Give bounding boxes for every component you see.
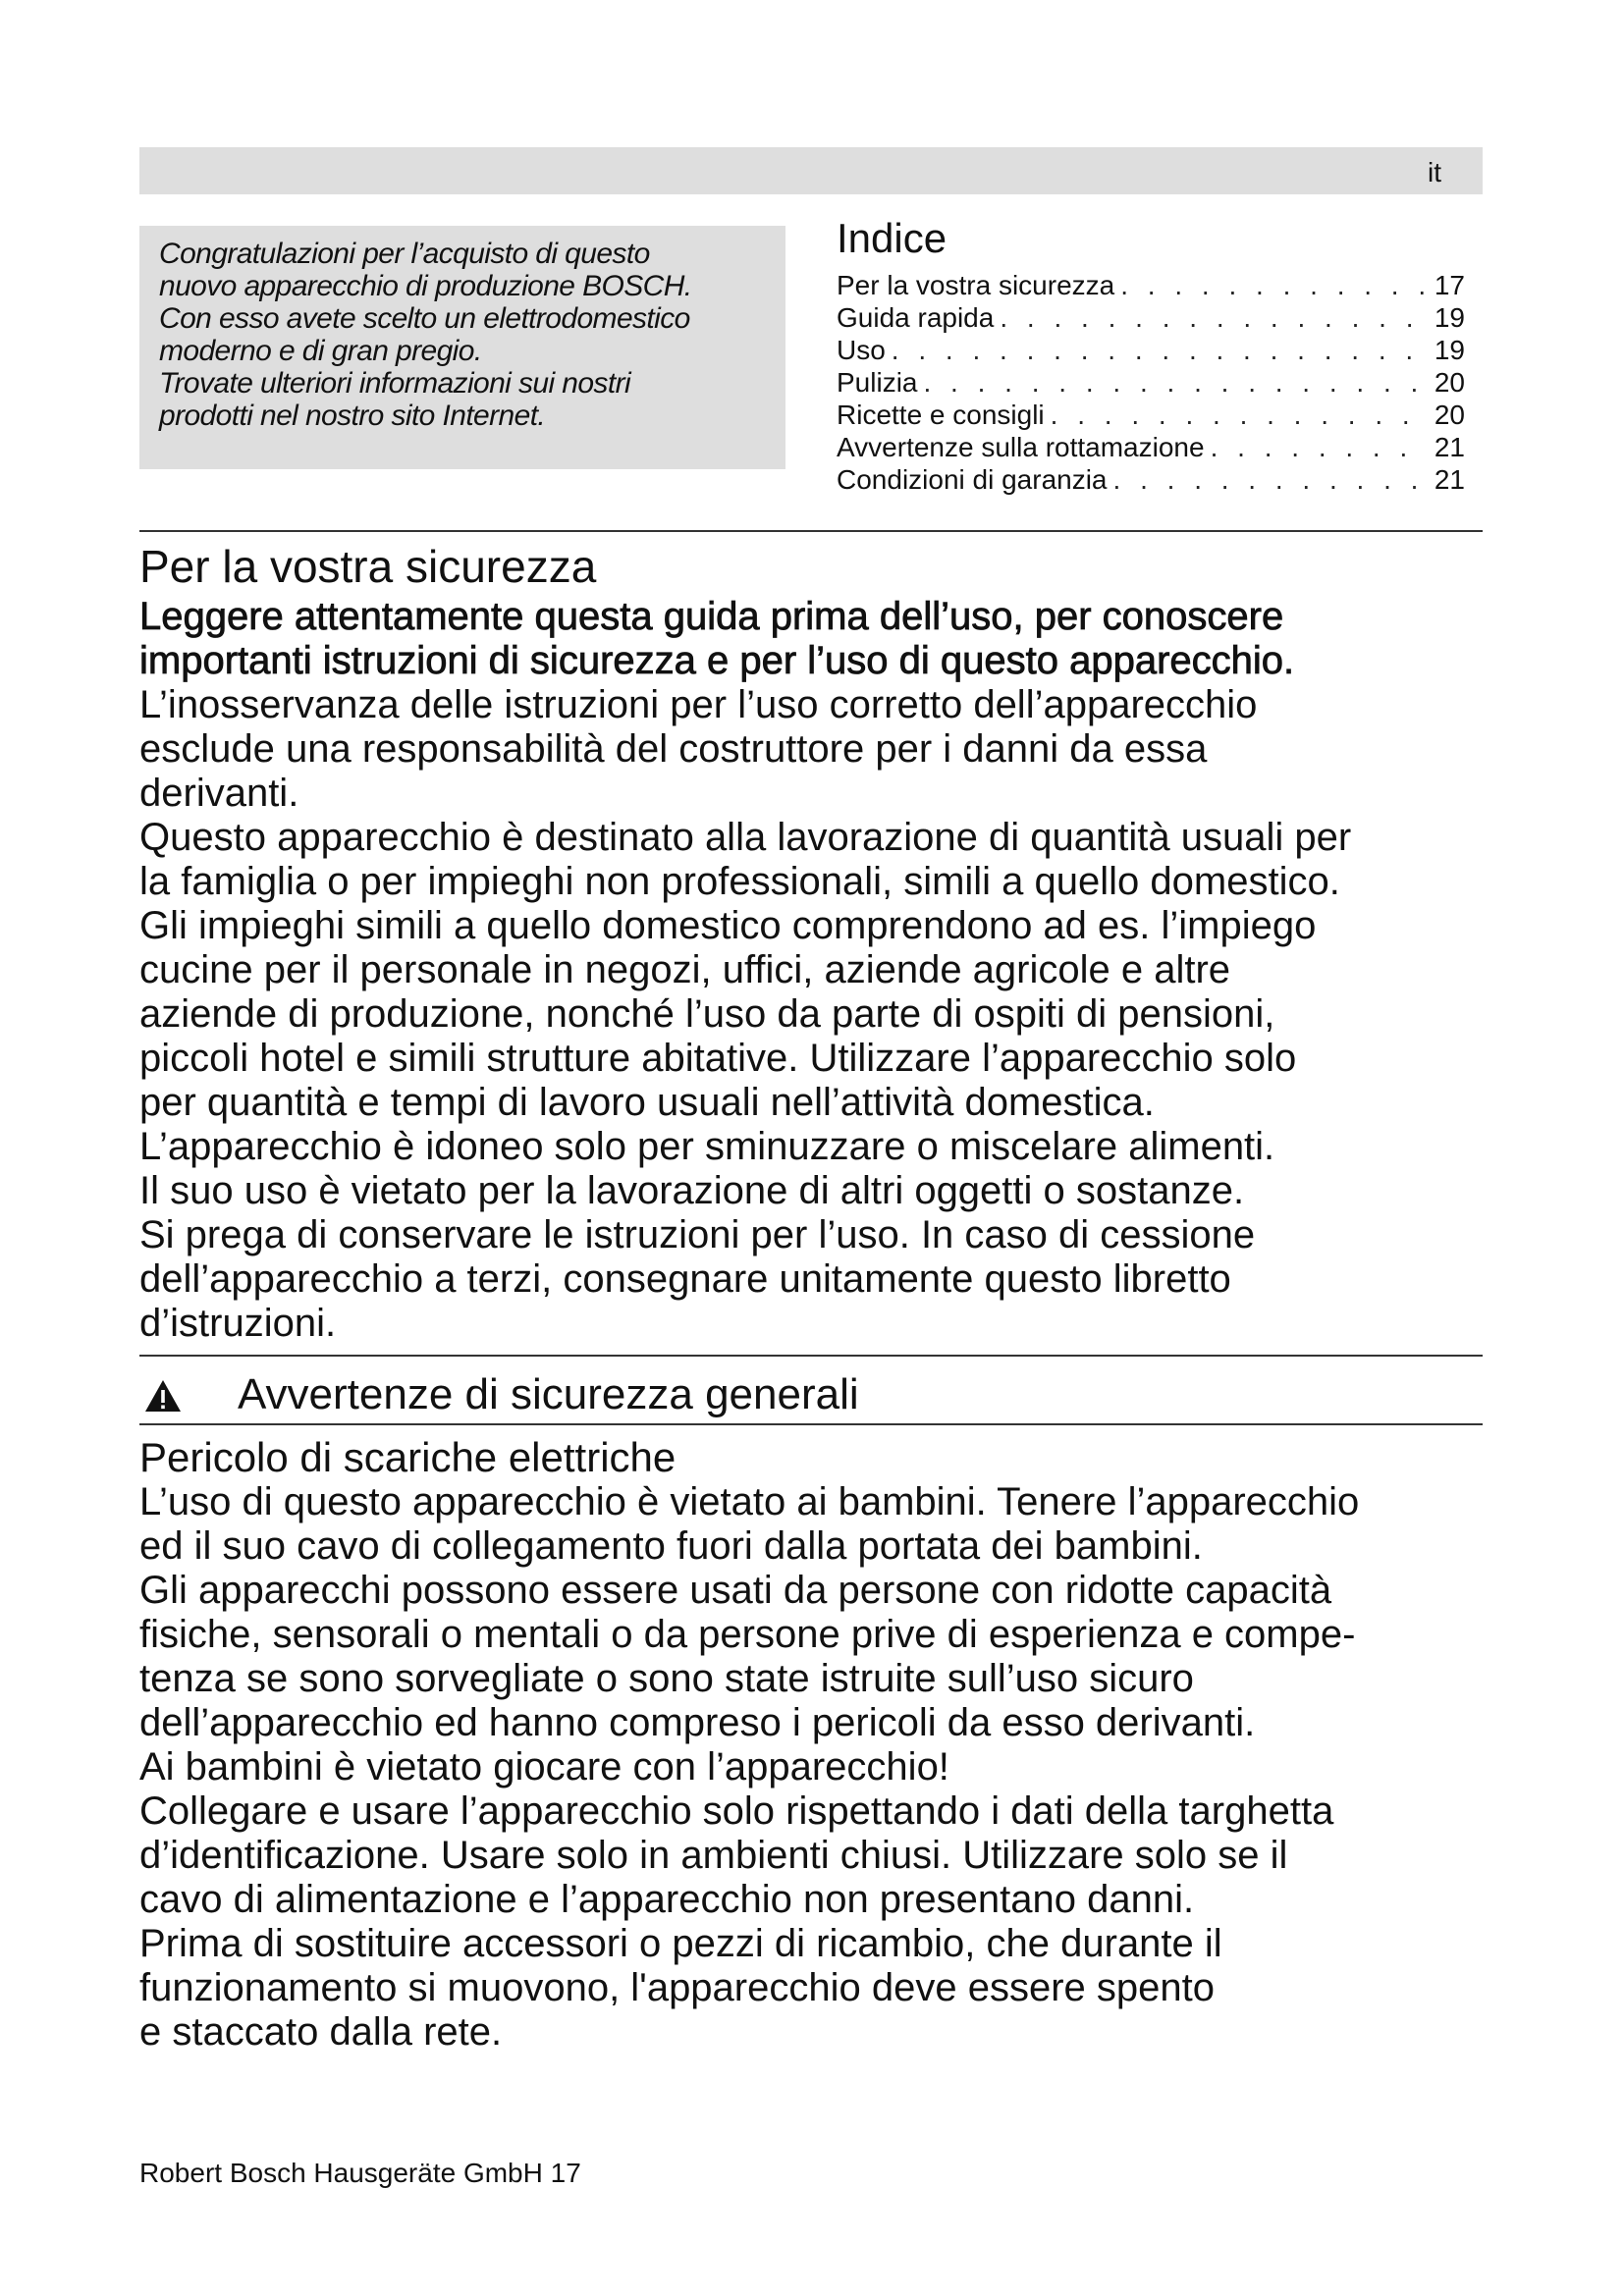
toc-item[interactable] (837, 366, 1465, 399)
table-of-contents (837, 214, 1465, 496)
body-line: L’uso di questo apparecchio è vietato ai bambini. Tenere l’apparecchio (139, 1480, 1360, 1523)
body-line: Gli impieghi simili a quello domestico comprendono ad es. l’impiego (139, 904, 1317, 947)
toc-item-page: 19 (1434, 335, 1465, 365)
body-line: cavo di alimentazione e l’apparecchio non presentano danni. (139, 1878, 1195, 1921)
body-line: L’apparecchio è idoneo solo per sminuzzare o miscelare alimenti. (139, 1125, 1275, 1168)
section-title: Avvertenze di sicurezza generali (238, 1370, 859, 1418)
body-line: esclude una responsabilità del costruttore per i danni da essa (139, 727, 1208, 771)
intro-line: Con esso avete scelto un elettrodomestico (159, 302, 690, 335)
language-code: it (1428, 157, 1441, 187)
divider (139, 1423, 1483, 1425)
body-line: Ai bambini è vietato giocare con l’apparecchio! (139, 1745, 949, 1789)
body-line: dell’apparecchio a terzi, consegnare unitamente questo libretto (139, 1257, 1231, 1301)
body-line: funzionamento si muovono, l'apparecchio deve essere spento (139, 1966, 1215, 2009)
footer-text: Robert Bosch Hausgeräte GmbH 17 (139, 2158, 581, 2188)
intro-line: moderno e di gran pregio. (159, 335, 482, 367)
body-line: derivanti. (139, 772, 299, 815)
toc-item-page: 20 (1434, 400, 1465, 430)
body-line: aziende di produzione, nonché l’uso da parte di ospiti di pensioni, (139, 992, 1275, 1036)
body-line: ed il suo cavo di collegamento fuori dalla portata dei bambini. (139, 1524, 1203, 1568)
toc-item-label: Uso (837, 335, 886, 365)
body-line: cucine per il personale in negozi, uffici, aziende agricole e altre (139, 948, 1231, 991)
toc-item-label: Ricette e consigli (837, 400, 1045, 430)
body-line: piccoli hotel e simili strutture abitative. Utilizzare l’apparecchio solo (139, 1037, 1297, 1080)
divider (139, 530, 1483, 532)
body-line: per quantità e tempi di lavoro usuali nell’attività domestica. (139, 1081, 1155, 1124)
body-line: Si prega di conservare le istruzioni per l’uso. In caso di cessione (139, 1213, 1256, 1256)
intro-line: nuovo apparecchio di produzione BOSCH. (159, 270, 692, 302)
toc-item[interactable] (837, 301, 1465, 334)
toc-item-page: 20 (1434, 367, 1465, 398)
body-line: tenza se sono sorvegliate o sono state istruite sull’uso sicuro (139, 1657, 1194, 1700)
toc-item-label: Guida rapida (837, 302, 995, 333)
body-line: Collegare e usare l’apparecchio solo rispettando i dati della targhetta (139, 1789, 1334, 1833)
safety-section (139, 538, 1494, 1346)
body-line: Prima di sostituire accessori o pezzi di ricambio, che durante il (139, 1922, 1222, 1965)
divider (139, 1355, 1483, 1357)
toc-item[interactable] (837, 334, 1465, 366)
language-bar (139, 147, 1483, 194)
toc-item-label: Condizioni di garanzia (837, 464, 1108, 495)
general-warnings-heading (139, 1370, 1483, 1419)
intro-line: Congratulazioni per l’acquisto di questo (159, 238, 650, 270)
toc-item-label: Per la vostra sicurezza (837, 270, 1115, 300)
body-line: fisiche, sensorali o mentali o da persone prive di esperienza e compe- (139, 1613, 1356, 1656)
toc-title: Indice (837, 215, 947, 261)
lead-line: importanti istruzioni di sicurezza e per l’uso di questo apparecchio. (139, 639, 1295, 682)
toc-item-label: Pulizia (837, 367, 918, 398)
toc-item[interactable] (837, 269, 1465, 301)
body-line: Questo apparecchio è destinato alla lavorazione di quantità usuali per (139, 816, 1352, 859)
body-line: la famiglia o per impieghi non professionali, simili a quello domestico. (139, 860, 1340, 903)
toc-item[interactable] (837, 399, 1465, 431)
body-line: Il suo uso è vietato per la lavorazione di altri oggetti o sostanze. (139, 1169, 1245, 1212)
toc-item-page: 17 (1434, 270, 1465, 300)
body-line: dell’apparecchio ed hanno compreso i pericoli da esso derivanti. (139, 1701, 1256, 1744)
toc-item[interactable] (837, 431, 1465, 463)
lead-line: Leggere attentamente questa guida prima dell’uso, per conoscere (139, 595, 1284, 638)
body-line: Gli apparecchi possono essere usati da persone con ridotte capacità (139, 1569, 1332, 1612)
intro-line: Trovate ulteriori informazioni sui nostri (159, 367, 631, 400)
body-line: d’istruzioni. (139, 1302, 337, 1345)
intro-line: prodotti nel nostro sito Internet. (159, 400, 546, 432)
body-line: d’identificazione. Usare solo in ambienti chiusi. Utilizzare solo se il (139, 1834, 1288, 1877)
general-warnings-section (139, 1435, 1504, 2055)
subsection-title: Pericolo di scariche elettriche (139, 1434, 677, 1480)
warning-triangle-icon (143, 1378, 183, 1414)
body-line: L’inosservanza delle istruzioni per l’uso corretto dell’apparecchio (139, 683, 1258, 726)
body-line: e staccato dalla rete. (139, 2010, 503, 2054)
toc-item-page: 21 (1434, 464, 1465, 495)
toc-item-page: 21 (1434, 432, 1465, 462)
toc-item-page: 19 (1434, 302, 1465, 333)
toc-item-label: Avvertenze sulla rottamazione (837, 432, 1205, 462)
toc-item[interactable] (837, 463, 1465, 496)
section-title: Per la vostra sicurezza (139, 541, 597, 592)
intro-box (139, 226, 785, 469)
